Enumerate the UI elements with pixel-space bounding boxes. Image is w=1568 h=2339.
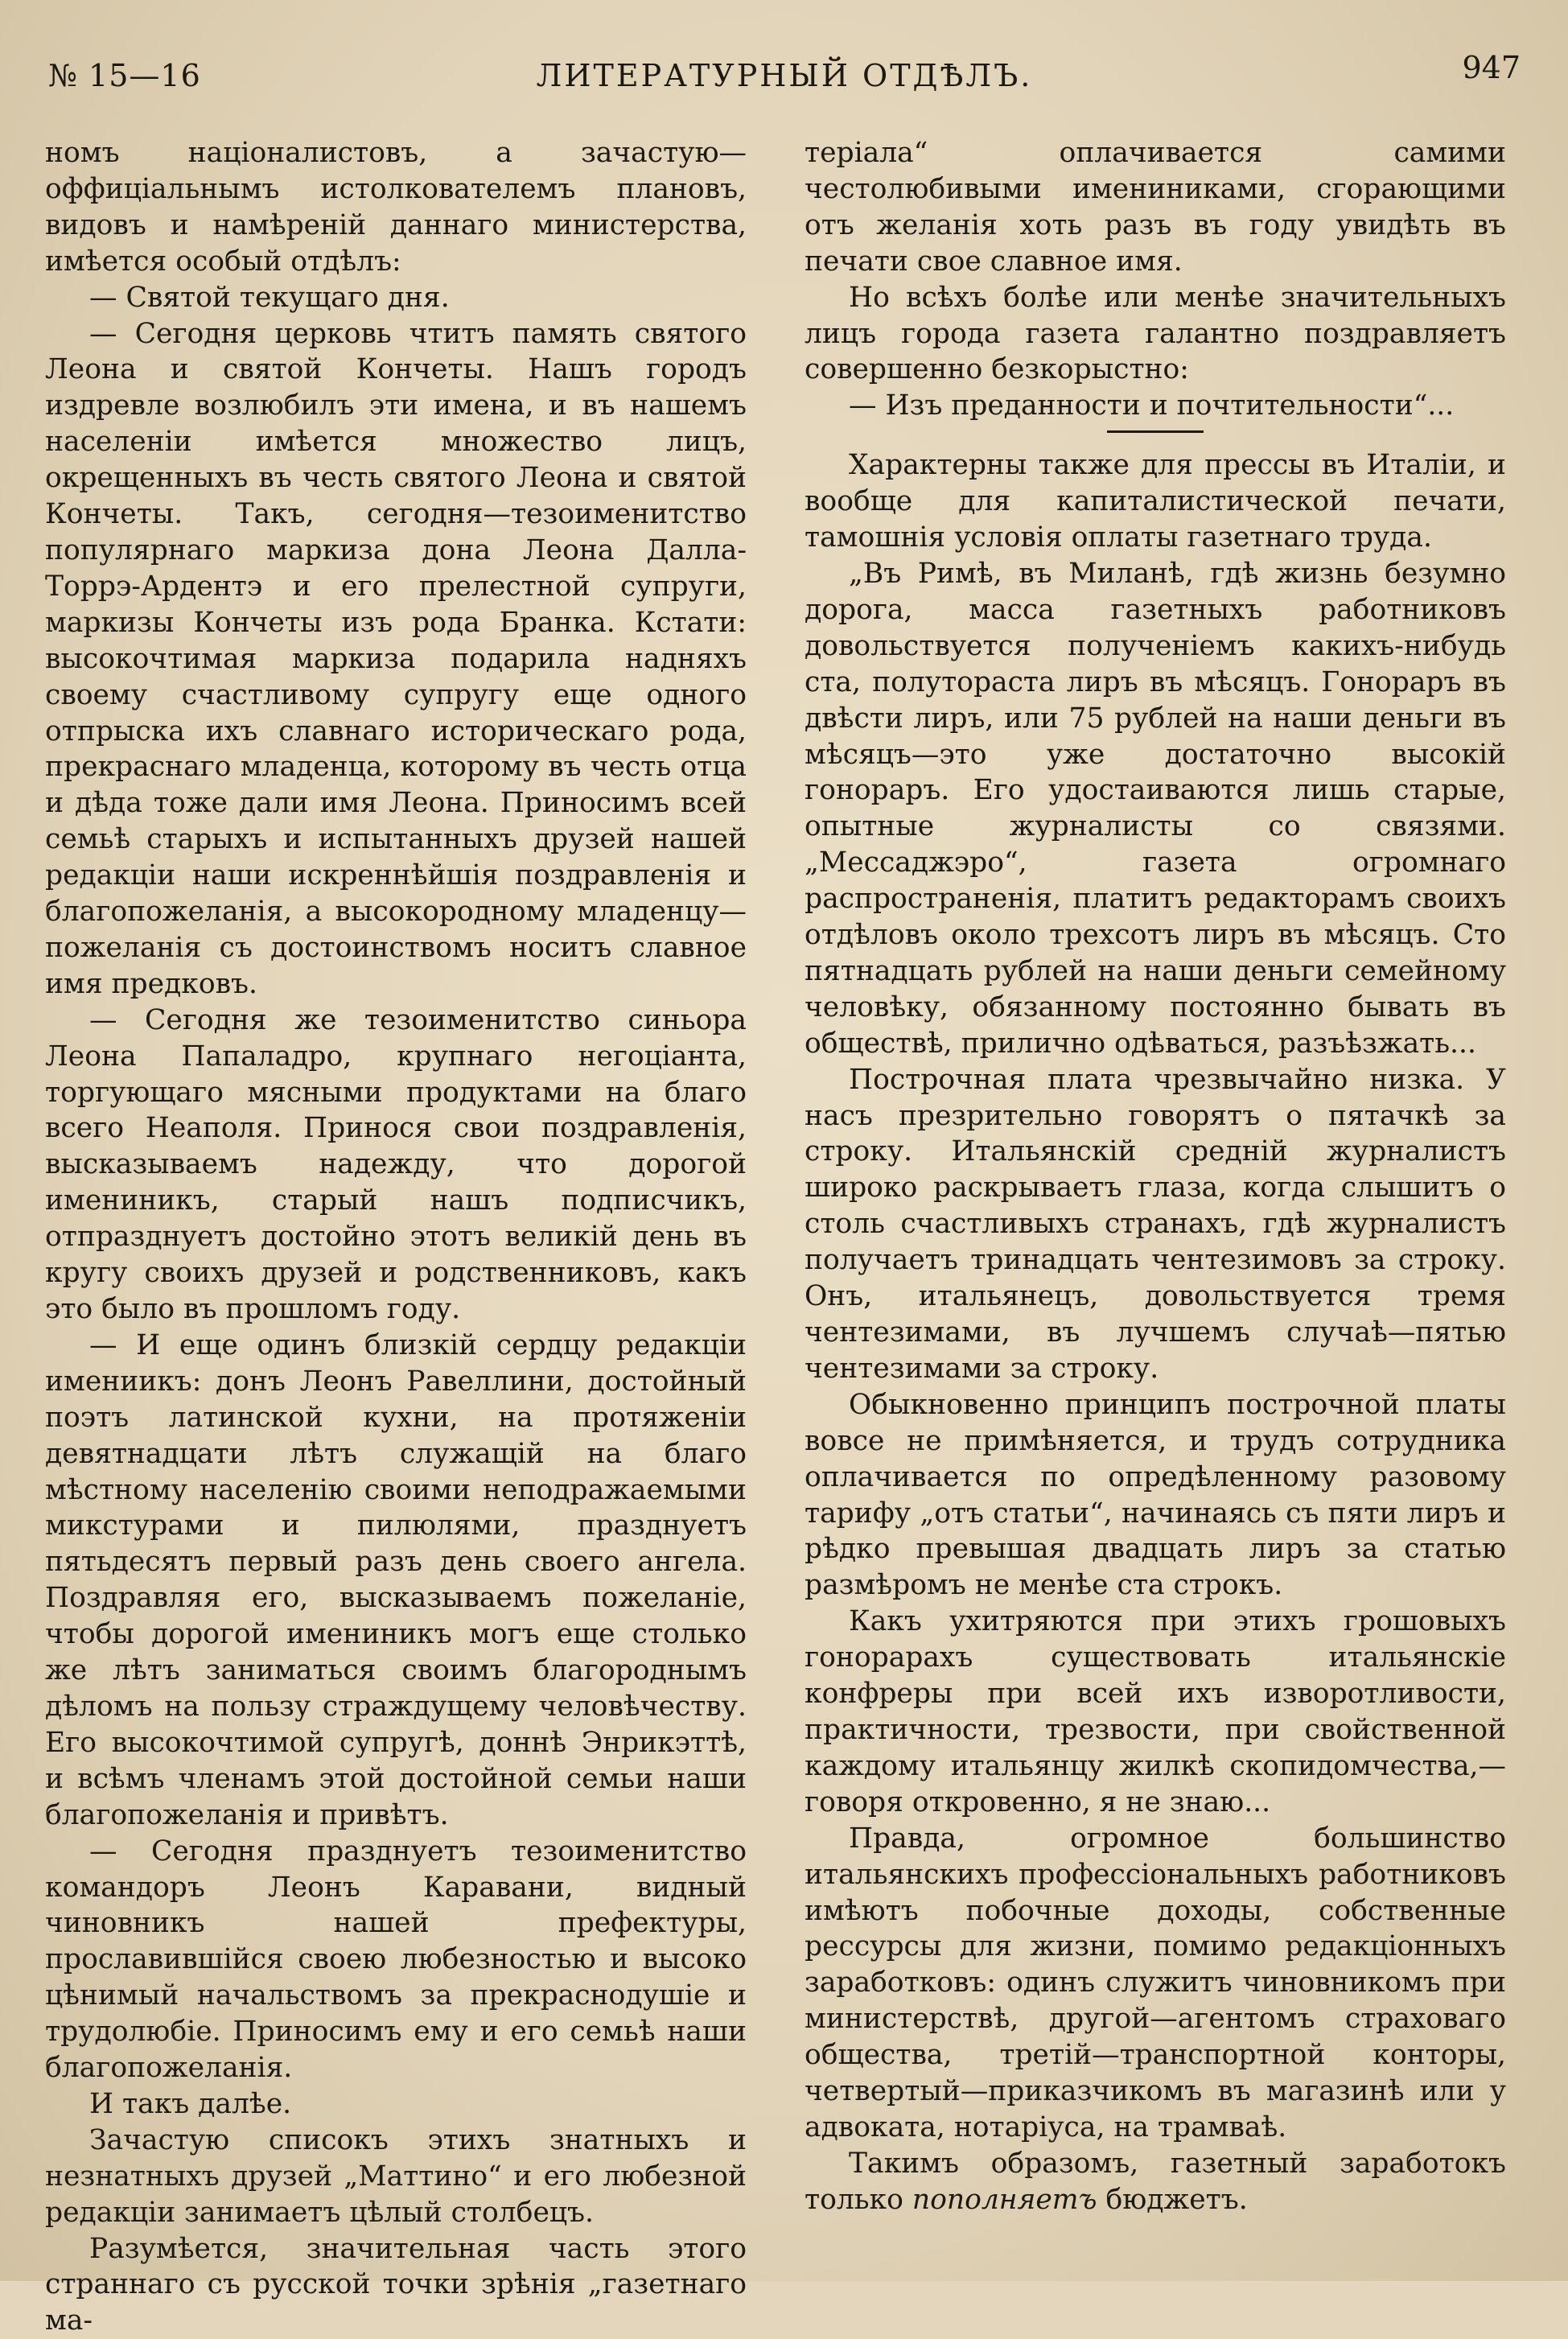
paragraph: Правда, огромное большинство итальянскихъ профессіональныхъ работниковъ имѣютъ побочные доходы, собственные рессурсы для жизни, помимо редакціонныхъ заработковъ: одинъ служитъ чиновникомъ при министерствѣ, другой—агентомъ страховаго общества, третій—транспортной конторы, четвертый—приказчикомъ въ магазинѣ или у адвоката, нотаріуса, на трамваѣ.	[805, 1822, 1506, 2143]
left-column	[45, 135, 747, 2337]
paragraph: Построчная плата чрезвычайно низка. У насъ презрительно говорятъ о пятачкѣ за строку. Итальянскій средній журналистъ широко раскрываетъ глаза, когда слышитъ о столь счастливыхъ странахъ, гдѣ журналистъ получаетъ тринадцать чентезимовъ за строку. Онъ, итальянецъ, довольствуется тремя чентезимами, въ лучшемъ случаѣ—пятью чентезимами за строку.	[805, 1063, 1506, 1385]
paragraph: Разумѣется, значительная часть этого страннаго съ русской точки зрѣнія „газетнаго ма-	[45, 2232, 747, 2337]
paragraph: И такъ далѣе.	[89, 2087, 292, 2120]
paragraph: — Сегодня церковь чтитъ память святого Леона и святой Кончеты. Нашъ городъ издревле возлюбилъ эти имена, и въ нашемъ населеніи имѣется множество лицъ, окрещенныхъ въ честь святого Леона и святой Кончеты. Такъ, сегодня—тезоименитство популярнаго маркиза дона Леона Далла-Торрэ-Ардентэ и его прелестной супруги, маркизы Кончеты изъ рода Бранка. Кстати: высокочтимая маркиза подарила надняхъ своему счастливому супругу еще одного отпрыска ихъ славнаго историческаго рода, прекраснаго младенца, которому въ честь отца и дѣда тоже дали имя Леона. Приносимъ всей семьѣ старыхъ и испытанныхъ друзей нашей редакціи наши искреннѣйшія поздравленія и благопожеланія, а высокородному младенцу—пожеланія съ достоинствомъ носитъ славное имя предковъ.	[45, 317, 747, 1000]
paragraph: номъ націоналистовъ, а зачастую—оффиціальнымъ истолкователемъ плановъ, видовъ и намѣреній даннаго министерства, имѣется особый отдѣлъ:	[45, 137, 747, 278]
paragraph: теріала“ оплачивается самими честолюбивыми имениниками, сгорающими отъ желанія хоть разъ въ году увидѣть въ печати свое славное имя.	[805, 137, 1506, 278]
paragraph: Обыкновенно принципъ построчной платы вовсе не примѣняется, и трудъ сотрудника оплачивается по опредѣленному разовому тарифу „отъ статьи“, начинаясь съ пяти лиръ и рѣдко превышая двадцать лиръ за статью размѣромъ не менѣе ста строкъ.	[805, 1388, 1506, 1602]
issue-number: № 15—16	[48, 58, 201, 93]
paragraph: — Изъ преданности и почтительности“...	[849, 389, 1455, 422]
paragraph: — И еще одинъ близкій сердцу редакціи имениикъ: донъ Леонъ Равеллини, достойный поэтъ латинской кухни, на протяженіи девятнадцати лѣтъ служащій на благо мѣстному населенію своими неподражаемыми микстурами и пилюлями, празднуетъ пятьдесятъ первый разъ день своего ангела. Поздравляя его, высказываемъ пожеланіе, чтобы дорогой имениникъ могъ еще столько же лѣтъ заниматься своимъ благороднымъ дѣломъ на пользу страждущему человѣчеству. Его высокочтимой супругѣ, доннѣ Энрикэттѣ, и всѣмъ членамъ этой достойной семьи наши благопожеланія и привѣтъ.	[45, 1328, 747, 1831]
paragraph: Но всѣхъ болѣе или менѣе значительныхъ лицъ города газета галантно поздравляетъ совершенно безкорыстно:	[805, 281, 1506, 386]
page-number: 947	[1462, 50, 1521, 85]
page-header	[48, 50, 1521, 106]
paragraph: Зачастую списокъ этихъ знатныхъ и незнатныхъ друзей „Маттино“ и его любезной редакціи занимаетъ цѣлый столбецъ.	[45, 2123, 747, 2229]
paragraph-text: бюджетъ.	[1105, 2183, 1248, 2216]
paragraph: — Сегодня же тезоименитство синьора Леона Папаладро, крупнаго негоціанта, торгующаго мясными продуктами на благо всего Неаполя. Принося свои поздравленія, высказываемъ надежду, что дорогой имениникъ, старый нашъ подписчикъ, отпразднуетъ достойно этотъ великій день въ кругу своихъ друзей и родственниковъ, какъ это было въ прошломъ году.	[45, 1003, 747, 1325]
paragraph: — Сегодня празднуетъ тезоименитство командоръ Леонъ Каравани, видный чиновникъ нашей префектуры, прославившійся своею любезностью и высоко цѣнимый начальствомъ за прекраснодушіе и трудолюбіе. Приносимъ ему и его семьѣ наши благопожеланія.	[45, 1835, 747, 2085]
emphasized-word: пополняетъ	[912, 2183, 1097, 2216]
section-title: ЛИТЕРАТУРНЫЙ ОТДѢЛЪ.	[536, 58, 1033, 93]
paragraph: — Святой текущаго дня.	[89, 281, 450, 314]
section-divider	[1107, 430, 1204, 433]
paragraph	[805, 2146, 1506, 2218]
right-column	[805, 135, 1506, 2259]
paragraph: Характерны также для прессы въ Италіи, и вообще для капиталистической печати, тамошнія условія оплаты газетнаго труда.	[805, 449, 1506, 554]
paragraph: „Въ Римѣ, въ Миланѣ, гдѣ жизнь безумно дорога, масса газетныхъ работниковъ довольствуется полученіемъ какихъ-нибудь ста, полутораста лиръ въ мѣсяцъ. Гонораръ въ двѣсти лиръ, или 75 рублей на наши деньги въ мѣсяцъ—это уже достаточно высокій гонораръ. Его удостаиваются лишь старые, опытные журналисты со связями. „Мессаджэро“, газета огромнаго распространенія, платитъ редакторамъ своихъ отдѣловъ около трехсотъ лиръ въ мѣсяцъ. Сто пятнадцать рублей на наши деньги семейному человѣку, обязанному постоянно бывать въ обществѣ, прилично одѣваться, разъѣзжать...	[805, 557, 1506, 1060]
paragraph-text: Такимъ образомъ, газетный заработокъ только	[805, 2147, 1506, 2216]
paragraph: Какъ ухитряются при этихъ грошовыхъ гонорарахъ существовать итальянскіе конфреры при всей ихъ изворотливости, практичности, трезвости, при свойственной каждому итальянцу жилкѣ скопидомчества,—говоря откровенно, я не знаю...	[805, 1605, 1506, 1818]
